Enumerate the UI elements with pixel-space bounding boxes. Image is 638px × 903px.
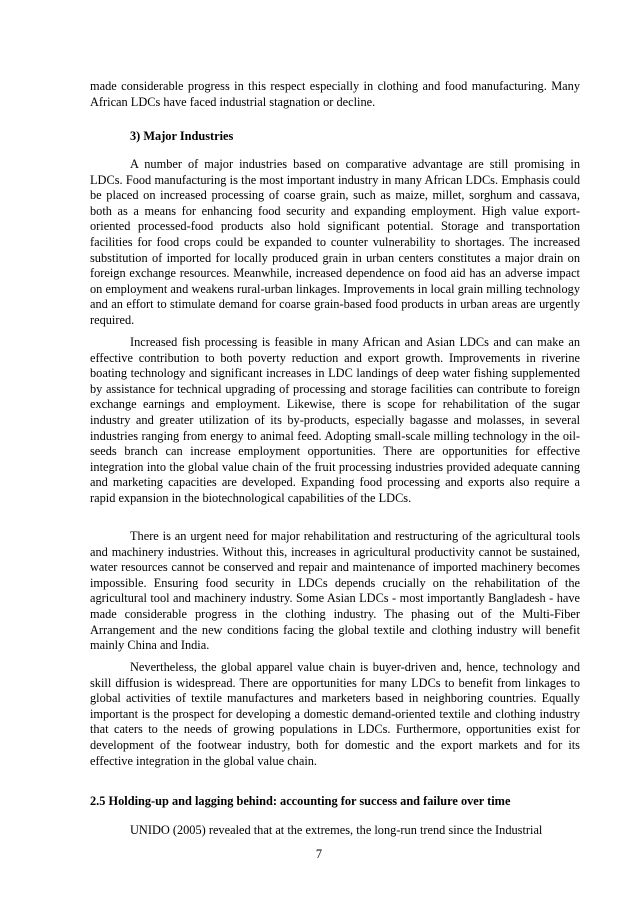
section-2-5-heading: 2.5 Holding-up and lagging behind: accounting for success and failure over time	[90, 794, 511, 808]
paragraph-food-manufacturing: A number of major industries based on comparative advantage are still promising in LDCs. Food manufacturing is the most important industry in many African LDCs. Emphasis could be placed on increased processing of coarse grain, such as maize, millet, sorghum and cassava, both as a means for enhancing food security and expanding employment. High value export-oriented processed-food products also hold significant potential. Storage and transportation facilities for food crops could be expanded to counter vulnerability to shortages. The increased substitution of imported for locally produced grain in urban centers constitutes a major drain on foreign exchange resources. Meanwhile, increased dependence on food aid has an adverse impact on employment and weakens rural-urban linkages. Improvements in local grain milling technology and an effort to stimulate demand for coarse grain-based food products in urban areas are urgently required.	[90, 157, 580, 327]
section-heading-major-industries: 3) Major Industries	[130, 129, 234, 143]
paragraph-unido: UNIDO (2005) revealed that at the extremes, the long-run trend since the Industrial	[130, 823, 543, 837]
continuation-paragraph: made considerable progress in this respect especially in clothing and food manufacturing. Many African LDCs have faced industrial stagnation or decline.	[90, 79, 580, 109]
page-number: 7	[315, 847, 323, 861]
paragraph-fish-processing: Increased fish processing is feasible in many African and Asian LDCs and can make an effective contribution to both poverty reduction and export growth. Improvements in riverine boating technology and significant increases in LDC landings of deep water fishing supplemented by assistance for technical upgrading of processing and storage facilities can contribute to foreign exchange earnings and employment. Likewise, there is scope for rehabilitation of the sugar industry and greater utilization of its by-products, especially bagasse and molasses, in several industries ranging from energy to animal feed. Adopting small-scale milling technology in the oil-seeds branch can increase employment opportunities. There are opportunities for effective integration into the global value chain of the fruit processing industries provided adequate canning and marketing capacities are developed. Expanding food processing and exports also require a rapid expansion in the biotechnological capabilities of the LDCs.	[90, 335, 580, 505]
paragraph-apparel-value-chain: Nevertheless, the global apparel value chain is buyer-driven and, hence, technology and skill diffusion is widespread. There are opportunities for many LDCs to benefit from linkages to global activities of textile manufactures and marketers based in neighboring countries. Equally important is the prospect for developing a domestic demand-oriented textile and clothing industry that caters to the needs of growing populations in LDCs. Furthermore, opportunities exist for development of the footwear industry, both for domestic and the export markets and for its effective integration in the global value chain.	[90, 660, 580, 768]
paragraph-agricultural-tools: There is an urgent need for major rehabilitation and restructuring of the agricultural tools and machinery industries. Without this, increases in agricultural productivity cannot be sustained, water resources cannot be conserved and repair and maintenance of imported machinery becomes impossible. Ensuring food security in LDCs depends crucially on the rehabilitation of the agricultural tool and machinery industry. Some Asian LDCs - most importantly Bangladesh - have made considerable progress in the clothing industry. The phasing out of the Multi-Fiber Arrangement and the new conditions facing the global textile and clothing industry will benefit mainly China and India.	[90, 529, 580, 653]
